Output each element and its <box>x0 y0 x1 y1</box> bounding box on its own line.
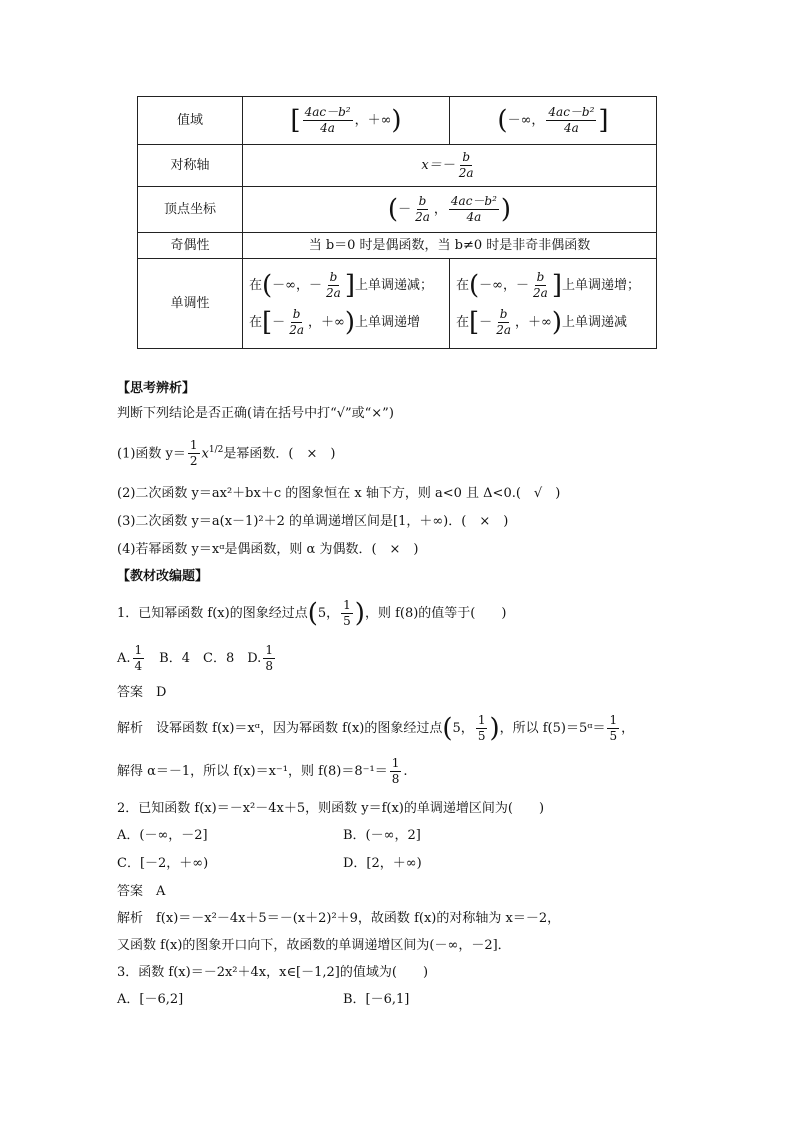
row-label-parity: 奇偶性 <box>138 233 243 259</box>
monotonic-cell-positive-a: 在(－∞，－ $\frac{b}{2a}$ ]上单调递减； 在[－ $\frac{b}{2a}$ ，＋∞)上单调递增 <box>243 259 450 349</box>
quadratic-properties-table <box>137 96 657 349</box>
problem-1-solution-line-2: 解得 α＝－1，所以 f(x)＝x⁻¹，则 f(8)＝8⁻¹＝ $\frac{1}{8}$ . <box>117 756 408 786</box>
problem-2-option-a: A．(－∞，－2] <box>117 828 208 843</box>
table-row <box>138 145 657 187</box>
textbook-section-title: 【教材改编题】 <box>117 569 209 584</box>
think-intro: 判断下列结论是否正确(请在括号中打“√”或“×”) <box>117 406 394 421</box>
think-section-title: 【思考辨析】 <box>117 381 196 396</box>
vertex-cell: (－ $\frac{b}{2a}$ ， $\frac{\text{4ac－b²}}{4a}$ ) <box>243 187 657 233</box>
problem-3: 3．函数 f(x)＝－2x²＋4x，x∈[－1,2]的值域为( ) <box>117 965 429 980</box>
range-cell-positive-a: [ $\frac{\text{4ac－b²}}{4a}$ ，＋∞) <box>243 97 450 145</box>
table-row <box>138 187 657 233</box>
axis-cell: x＝－ $\frac{b}{2a}$ <box>243 145 657 187</box>
table-row <box>138 233 657 259</box>
problem-2-answer: 答案 A <box>117 884 166 899</box>
problem-2-solution-line-1: 解析 f(x)＝－x²－4x＋5＝－(x＋2)²＋9，故函数 f(x)的对称轴为 x＝－2， <box>117 911 561 926</box>
row-label-range: 值域 <box>138 97 243 145</box>
problem-2-option-b: B．(－∞，2] <box>343 828 421 843</box>
problem-1-solution-line-1: 解析 设幂函数 f(x)＝xᵅ，因为幂函数 f(x)的图象经过点(5， $\frac{1}{5}$ )，所以 f(5)＝5ᵅ＝ $\frac{1}{5}$ ， <box>117 713 635 744</box>
table-row <box>138 97 657 145</box>
think-q2: (2)二次函数 y＝ax²＋bx＋c 的图象恒在 x 轴下方，则 a<0 且 Δ<0.( √ ) <box>117 486 561 501</box>
think-q1: (1)函数 y＝ $\frac{1}{2}$ $x^{1/2}$是幂函数．( × ) <box>117 438 336 469</box>
problem-2-option-d: D．[2，＋∞) <box>343 856 422 871</box>
row-label-axis: 对称轴 <box>138 145 243 187</box>
problem-1-options: A. $\frac{1}{4}$ B．4 C．8 D. $\frac{1}{8}$ <box>117 643 273 673</box>
row-label-monotonic: 单调性 <box>138 259 243 349</box>
problem-1: 1．已知幂函数 f(x)的图象经过点(5， $\frac{1}{5}$ )，则 f(8)的值等于( ) <box>117 598 507 629</box>
problem-3-option-a: A．[－6,2] <box>117 992 184 1007</box>
range-cell-negative-a: (－∞， $\frac{\text{4ac－b²}}{4a}$ ] <box>450 97 657 145</box>
problem-2: 2．已知函数 f(x)＝－x²－4x＋5，则函数 y＝f(x)的单调递增区间为( ) <box>117 801 545 816</box>
think-q3: (3)二次函数 y＝a(x－1)²＋2 的单调递增区间是[1，＋∞)．( × ) <box>117 514 509 529</box>
problem-1-answer: 答案 D <box>117 685 167 700</box>
think-q4: (4)若幂函数 y＝xᵅ是偶函数，则 α 为偶数．( × ) <box>117 542 419 557</box>
problem-3-option-b: B．[－6,1] <box>343 992 410 1007</box>
table-row <box>138 259 657 349</box>
monotonic-cell-negative-a: 在(－∞，－ $\frac{b}{2a}$ ]上单调递增； 在[－ $\frac{b}{2a}$ ，＋∞)上单调递减 <box>450 259 657 349</box>
parity-cell: 当 b＝0 时是偶函数，当 b≠0 时是非奇非偶函数 <box>243 233 657 259</box>
row-label-vertex: 顶点坐标 <box>138 187 243 233</box>
problem-2-option-c: C．[－2，＋∞) <box>117 856 209 871</box>
problem-2-solution-line-2: 又函数 f(x)的图象开口向下，故函数的单调递增区间为(－∞，－2]． <box>117 938 511 953</box>
